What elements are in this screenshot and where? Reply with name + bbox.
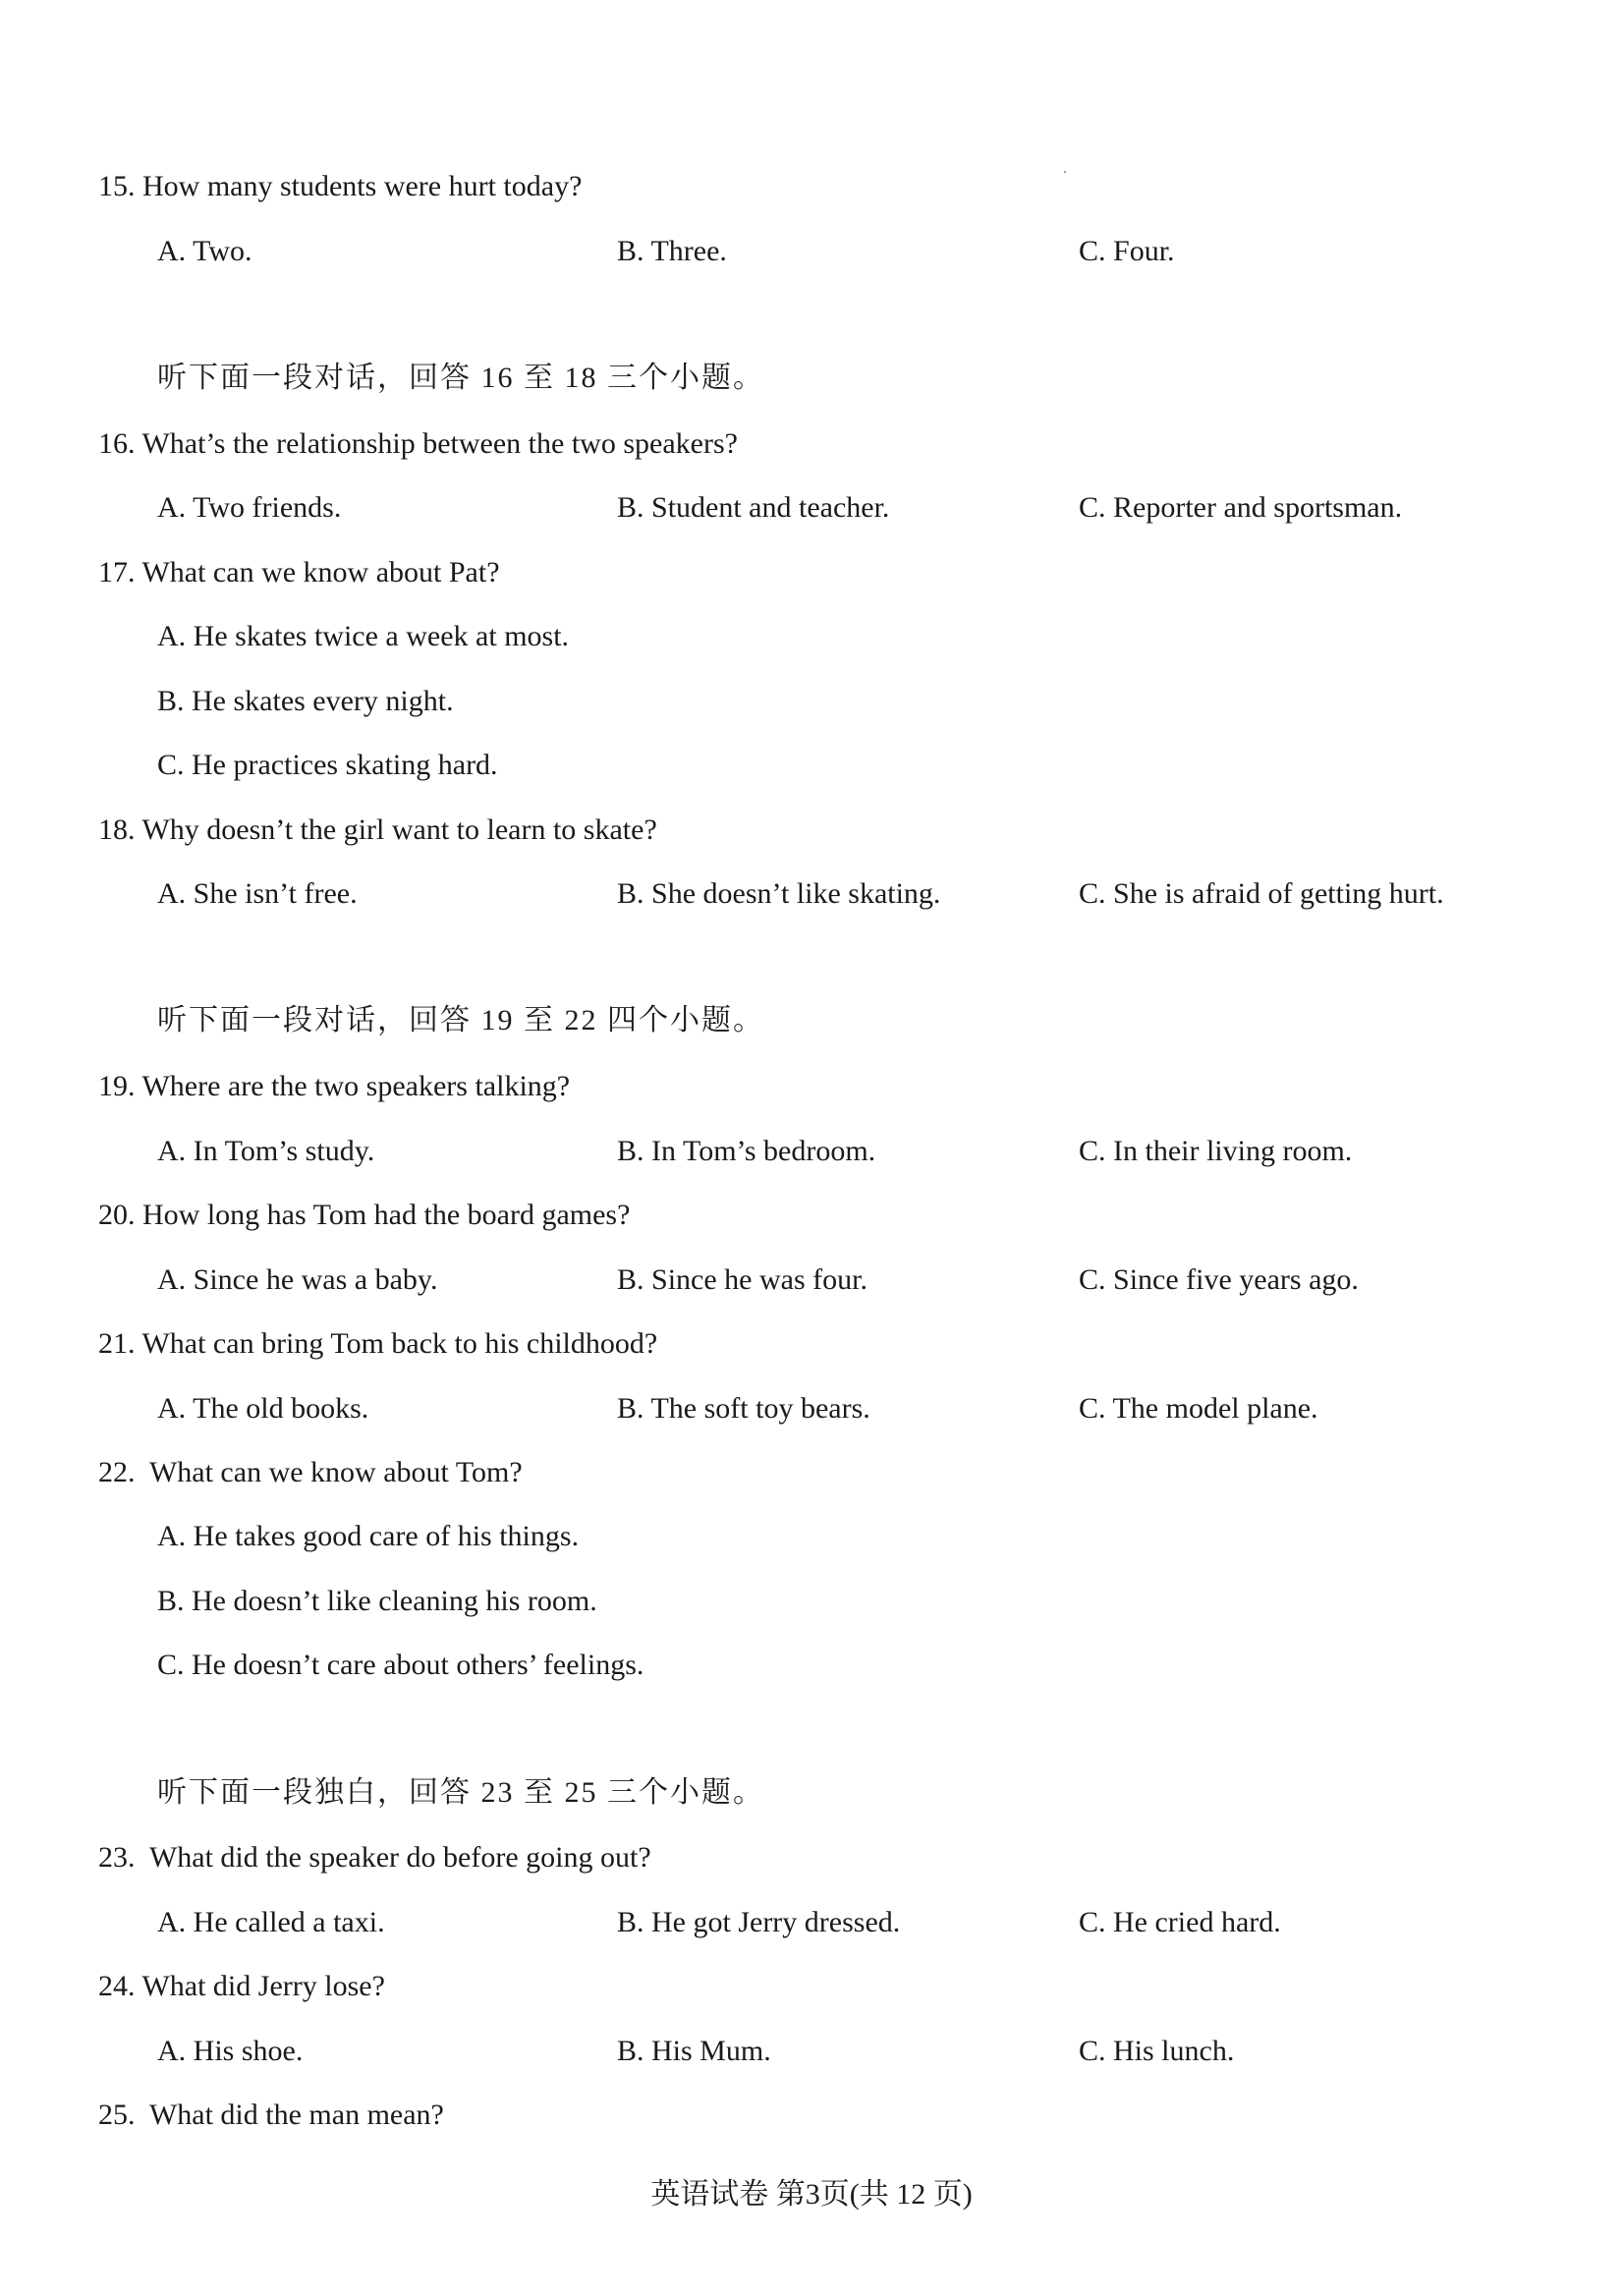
q23-option-c: C. He cried hard. [1079,1906,1281,1938]
page-footer: 英语试卷 第3页(共 12 页) [650,2178,973,2211]
q21-option-c: C. The model plane. [1079,1392,1318,1425]
q15-option-b: B. Three. [617,235,727,267]
q23-option-a: A. He called a taxi. [157,1906,385,1938]
question-20: 20. How long has Tom had the board games? [98,1199,631,1231]
q15-option-a: A. Two. [157,235,252,267]
q21-option-b: B. The soft toy bears. [617,1392,870,1425]
q18-option-c: C. She is afraid of getting hurt. [1079,877,1444,910]
question-24: 24. What did Jerry lose? [98,1970,385,2002]
q20-option-a: A. Since he was a baby. [157,1263,438,1296]
q24-option-c: C. His lunch. [1079,2035,1235,2067]
section-intro-16-18: 听下面一段对话，回答 16 至 18 三个小题。 [157,362,764,394]
q17-option-a: A. He skates twice a week at most. [157,620,570,652]
q17-option-b: B. He skates every night. [157,685,454,717]
q16-option-c: C. Reporter and sportsman. [1079,491,1403,524]
question-17: 17. What can we know about Pat? [98,556,500,588]
q19-option-c: C. In their living room. [1079,1135,1353,1167]
question-22: 22. What can we know about Tom? [98,1456,523,1488]
question-21: 21. What can bring Tom back to his childhood? [98,1327,658,1360]
q15-option-c: C. Four. [1079,235,1175,267]
q20-option-b: B. Since he was four. [617,1263,867,1296]
question-19: 19. Where are the two speakers talking? [98,1070,571,1102]
question-18: 18. Why doesn’t the girl want to learn to skate? [98,813,657,846]
section-intro-19-22: 听下面一段对话，回答 19 至 22 四个小题。 [157,1004,764,1036]
question-16: 16. What’s the relationship between the two speakers? [98,427,738,460]
q18-option-b: B. She doesn’t like skating. [617,877,941,910]
q17-option-c: C. He practices skating hard. [157,749,498,781]
q16-option-a: A. Two friends. [157,491,342,524]
question-25: 25. What did the man mean? [98,2099,444,2131]
q22-option-a: A. He takes good care of his things. [157,1520,580,1552]
scan-speck [1064,171,1066,173]
question-23: 23. What did the speaker do before going out? [98,1841,651,1874]
q18-option-a: A. She isn’t free. [157,877,358,910]
q21-option-a: A. The old books. [157,1392,369,1425]
q20-option-c: C. Since five years ago. [1079,1263,1359,1296]
q19-option-b: B. In Tom’s bedroom. [617,1135,876,1167]
q19-option-a: A. In Tom’s study. [157,1135,375,1167]
q24-option-b: B. His Mum. [617,2035,771,2067]
q16-option-b: B. Student and teacher. [617,491,890,524]
q22-option-b: B. He doesn’t like cleaning his room. [157,1585,597,1617]
q22-option-c: C. He doesn’t care about others’ feelings. [157,1649,644,1681]
q24-option-a: A. His shoe. [157,2035,304,2067]
question-15: 15. How many students were hurt today? [98,170,583,202]
section-intro-23-25: 听下面一段独白，回答 23 至 25 三个小题。 [157,1776,764,1809]
q23-option-b: B. He got Jerry dressed. [617,1906,901,1938]
